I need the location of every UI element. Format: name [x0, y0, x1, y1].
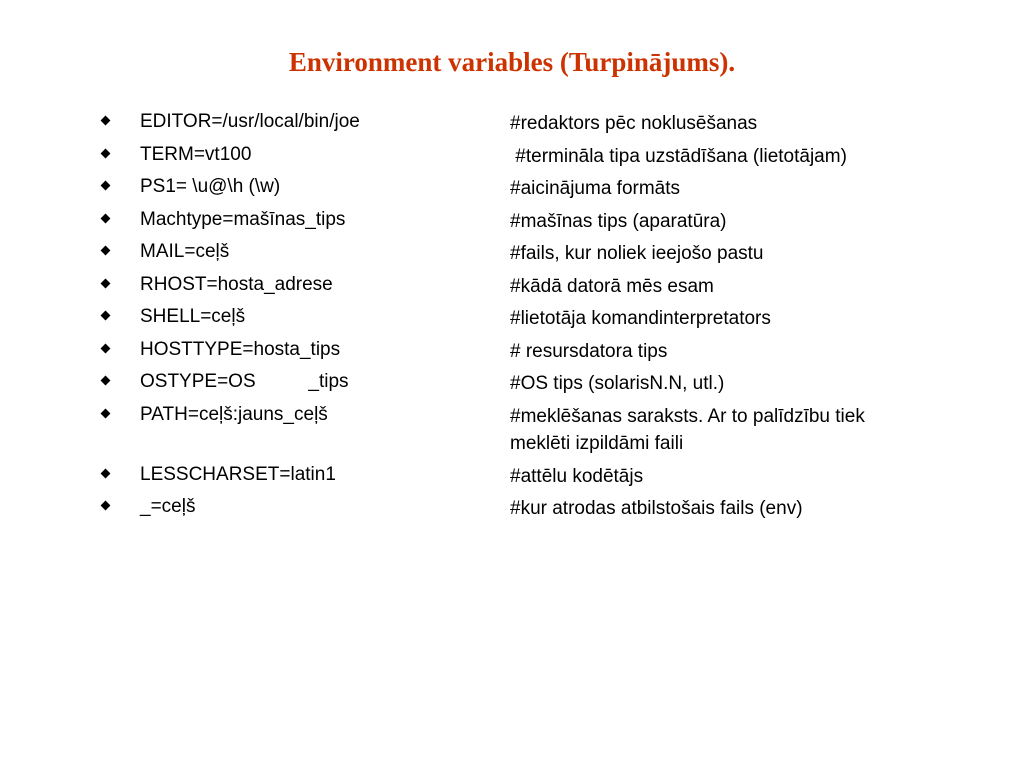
- variable-comment: #fails, kur noliek ieejošo pastu: [510, 243, 764, 264]
- variable-assignment: EDITOR=/usr/local/bin/joe: [140, 111, 360, 132]
- diamond-bullet-icon: [101, 311, 111, 321]
- diamond-bullet-icon: [101, 343, 111, 353]
- list-item: [100, 236, 980, 269]
- list-item: [100, 399, 980, 459]
- variable-assignment: Machtype=mašīnas_tips: [140, 208, 346, 230]
- variable-assignment: _=ceļš: [140, 496, 196, 517]
- variable-assignment: OSTYPE=OS _tips: [140, 371, 349, 392]
- variable-assignment: LESSCHARSET=latin1: [140, 463, 336, 485]
- diamond-bullet-icon: [101, 376, 111, 386]
- variable-comment: #termināla tipa uzstādīšana (lietotājam): [510, 145, 847, 167]
- variable-assignment: MAIL=ceļš: [140, 241, 230, 262]
- list-item: [100, 366, 980, 399]
- diamond-bullet-icon: [101, 408, 111, 418]
- slide-title: Environment variables (Turpinājums).: [288, 47, 736, 77]
- diamond-bullet-icon: [101, 148, 111, 158]
- variable-assignment: SHELL=ceļš: [140, 306, 246, 327]
- diamond-bullet-icon: [101, 246, 111, 256]
- variable-assignment: PATH=ceļš:jauns_ceļš: [140, 403, 328, 425]
- variable-comment: #kur atrodas atbilstošais fails (env): [510, 498, 803, 519]
- variable-assignment: PS1= \u@\h (\w): [140, 176, 281, 197]
- variable-comment: #mašīnas tips (aparatūra): [510, 210, 727, 232]
- diamond-bullet-icon: [101, 181, 111, 191]
- list-item: [100, 106, 980, 139]
- variable-comment: # resursdatora tips: [510, 340, 668, 362]
- diamond-bullet-icon: [101, 116, 111, 126]
- list-item: [100, 459, 980, 492]
- variable-comment: #attēlu kodētājs: [510, 465, 644, 487]
- variable-comment: #OS tips (solarisN.N, utl.): [510, 373, 725, 394]
- variable-comment: #lietotāja komandinterpretators: [510, 308, 771, 329]
- variable-assignment: TERM=vt100: [140, 143, 252, 165]
- variable-assignment: HOSTTYPE=hosta_tips: [140, 338, 341, 360]
- env-variable-list: [100, 106, 980, 524]
- variable-comment: #aicinājuma formāts: [510, 178, 681, 199]
- variable-comment: #redaktors pēc noklusēšanas: [510, 113, 758, 134]
- list-item: [100, 139, 980, 172]
- variable-comment: #kādā datorā mēs esam: [510, 275, 714, 297]
- list-item: [100, 269, 980, 302]
- list-item: [100, 171, 980, 204]
- diamond-bullet-icon: [101, 278, 111, 288]
- list-item: [100, 204, 980, 237]
- list-item: [100, 301, 980, 334]
- diamond-bullet-icon: [101, 468, 111, 478]
- list-item: [100, 491, 980, 524]
- diamond-bullet-icon: [101, 501, 111, 511]
- variable-comment: #meklēšanas saraksts. Ar to palīdzību tiek meklēti izpildāmi faili: [510, 405, 871, 454]
- diamond-bullet-icon: [101, 213, 111, 223]
- list-item: [100, 334, 980, 367]
- variable-assignment: RHOST=hosta_adrese: [140, 273, 333, 295]
